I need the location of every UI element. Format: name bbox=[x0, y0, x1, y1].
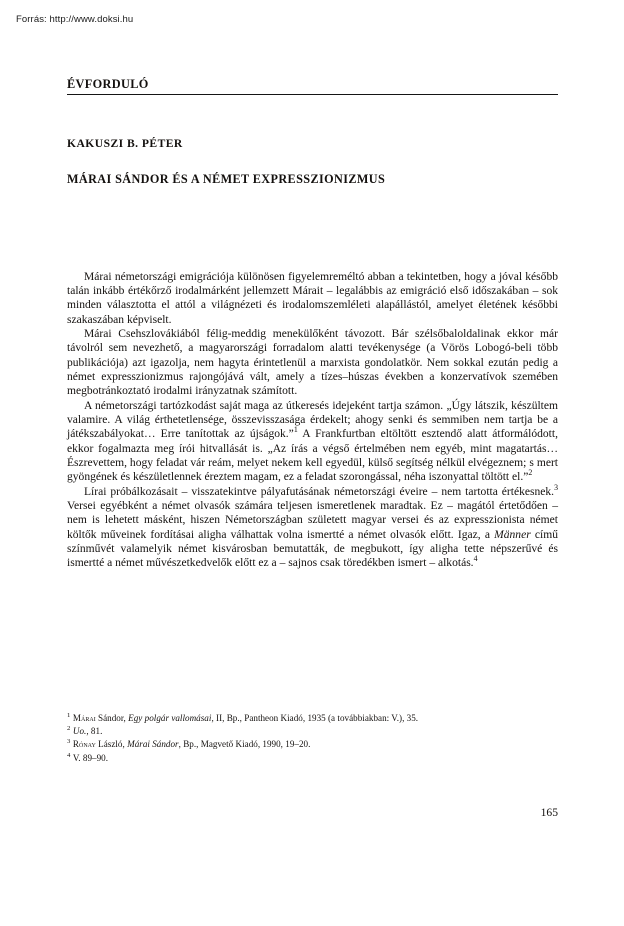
footnote-number: 4 bbox=[67, 751, 71, 759]
paragraph-3-text-b: A Frankfurtban eltöltött esztendő alatt átformálódott, ekkor fogalmazta meg írói hitvallását is. „Az írás a végső értelmében nem egyéb, mint magatartás… Észrevettem, hogy feladat vár reám, melyet nekem kell egyedül, külső segítség nélkül elvégeznem; s mert gyöngének és készületlennek éreztem magam, ez a feladat szorongással, néha iszonyattal töltött el.” bbox=[67, 428, 558, 484]
footnote-number: 2 bbox=[67, 725, 71, 733]
paragraph-4-text-c: című színművét valamelyik német kisvárosban bemutatták, de megbukott, így aligha tette népszerűvé és ismertté a német művészetkedvelők előtt ez a – sajnos csak töredékben ismert – alkotás. bbox=[67, 528, 558, 570]
footnote-number: 3 bbox=[67, 738, 71, 746]
author-name: KAKUSZI B. PÉTER bbox=[67, 136, 183, 150]
paragraph-4-text-b: Versei egyébként a német olvasók számára teljesen ismeretlenek maradtak. Ez – magától értetődően – nem is lehetett másként, hiszen Németországban született magyar versei és az expresszionista német költők műveinek fordításai aligha válhattak volna ismertté a német olvasók előtt. Igaz, a bbox=[67, 500, 558, 541]
body-text bbox=[67, 270, 558, 571]
footnote-rest: , 81. bbox=[86, 726, 103, 737]
footnote-item bbox=[67, 738, 558, 751]
footnote-number: 1 bbox=[67, 711, 71, 719]
source-watermark: Forrás: http://www.doksi.hu bbox=[16, 14, 134, 25]
footnote-rest: , II, Bp., Pantheon Kiadó, 1935 (a továbbiakban: V.), 35. bbox=[211, 713, 419, 723]
running-head: ÉVFORDULÓ bbox=[67, 77, 149, 91]
footnote-title: Márai Sándor bbox=[127, 739, 179, 750]
footnote-item bbox=[67, 725, 558, 738]
footnote-rest: V. 89–90. bbox=[72, 752, 109, 763]
footnote-ref-4[interactable]: 4 bbox=[473, 554, 478, 564]
paragraph-3-text-a: A németországi tartózkodást saját maga az útkeresés idejeként tartja számon. „Úgy látszik, készültem valamire. A világ érthetetlensége, összevisszasága érdekelt; ahogy senki és semmiben nem tartja be a játékszabályokat… Erre tanítottak az újságok.” bbox=[67, 399, 558, 441]
footnote-author-smallcaps: Márai bbox=[72, 713, 96, 723]
footnote-title: Egy polgár vallomásai bbox=[128, 713, 212, 723]
footnote-author-rest: Sándor, bbox=[95, 713, 129, 723]
footnote-ref-1[interactable]: 1 bbox=[293, 425, 298, 435]
footnote-ref-2[interactable]: 2 bbox=[528, 468, 533, 478]
page-content bbox=[67, 78, 558, 571]
running-head-rule bbox=[67, 94, 558, 95]
footnote-author-smallcaps: Rónay bbox=[72, 739, 96, 750]
footnote-item bbox=[67, 752, 558, 765]
footnote-title: Uo. bbox=[72, 726, 87, 737]
work-title-manner: Männer bbox=[494, 528, 531, 541]
footnote-item bbox=[67, 712, 558, 725]
paragraph-4-text-a: Lírai próbálkozásait – visszatekintve pályafutásának németországi éveire – nem tartotta értékesnek. bbox=[84, 485, 555, 498]
paragraph-3 bbox=[67, 399, 558, 485]
page-number: 165 bbox=[540, 806, 558, 819]
footnotes-block bbox=[67, 712, 558, 765]
paragraph-1: Márai németországi emigrációja különösen figyelemreméltó abban a tekintetben, hogy a jóval később talán inkább értékőrző irodalmárként jellemzett Márait – legalábbis az emigráció első időszakában – sok minden választotta el attól a világnézeti és irodalomszemléleti alapállástól, amelyet életének későbbi szakaszában képviselt. bbox=[67, 270, 558, 326]
footnote-author-rest: László, bbox=[95, 739, 128, 750]
paragraph-4 bbox=[67, 482, 558, 571]
footnote-rest: , Bp., Magvető Kiadó, 1990, 19–20. bbox=[178, 739, 311, 750]
article-title: MÁRAI SÁNDOR ÉS A NÉMET EXPRESSZIONIZMUS bbox=[67, 171, 386, 186]
paragraph-2: Márai Csehszlovákiából félig-meddig menekülőként távozott. Bár szélsőbaloldalinak ekkor már távolról sem nevezhető, a magyarországi forradalom alatti tevékenysége (a Vörös Lobogó-beli több publikációja) azt igazolja, nem hagyta érintetlenül a marxista gondolatkör. Nem sokkal ezután pedig a német expresszionizmus rajongójává vált, amely a tízes–húszas években a konzervatívok szemében megbotránkoztató irodalmi irányzatnak számított. bbox=[67, 327, 558, 398]
footnote-ref-3[interactable]: 3 bbox=[554, 482, 558, 492]
